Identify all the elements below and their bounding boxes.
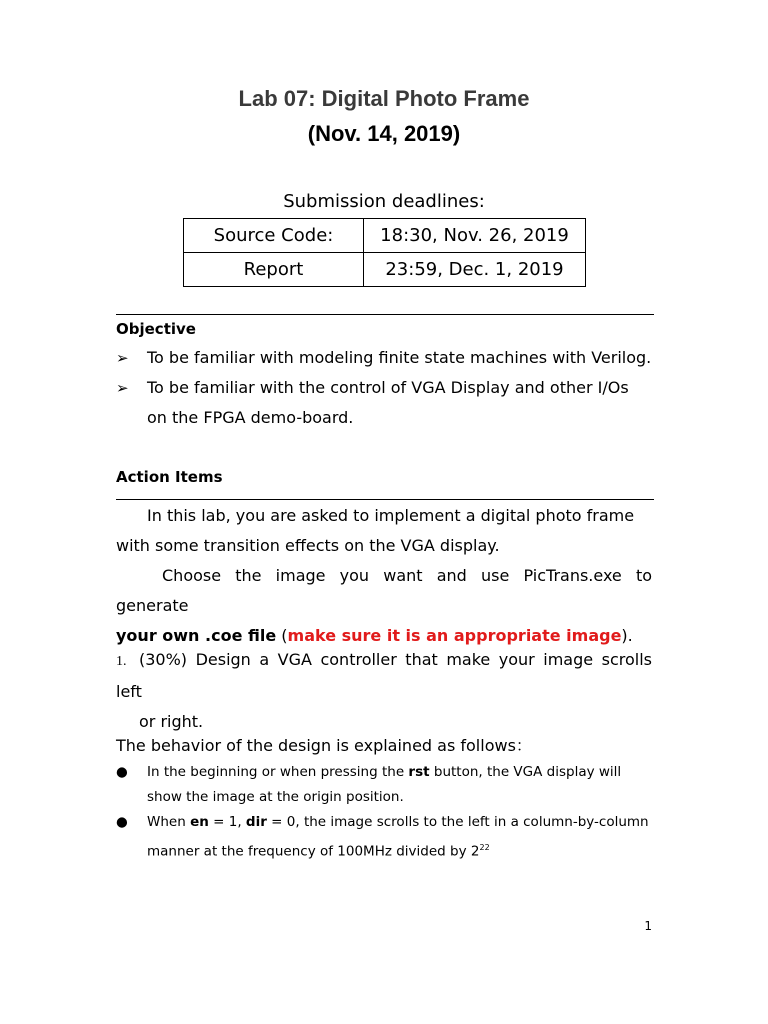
deadline-label: Source Code: (184, 219, 364, 253)
section-divider (116, 499, 654, 500)
exponent: 22 (479, 843, 490, 852)
bullet-dot-icon: ● (116, 764, 128, 780)
bullet-dot-icon: ● (116, 814, 128, 830)
list-item-continuation: on the FPGA demo-board. (147, 408, 354, 427)
task-number: 1. (116, 654, 127, 669)
intro-paragraph (116, 501, 652, 651)
action-items-heading: Action Items (116, 468, 223, 486)
bullet-text: When (147, 814, 191, 830)
list-item-text: To be familiar with modeling finite state machines with Verilog. (147, 348, 652, 367)
paragraph-line (116, 645, 652, 707)
deadline-value: 18:30, Nov. 26, 2019 (364, 219, 586, 253)
list-item (116, 378, 629, 397)
paragraph-line: or right. (139, 712, 204, 731)
paragraph-line: Choose the image you want and use PicTrans.exe to generate (116, 566, 652, 615)
bullet-line (116, 835, 649, 865)
warning-text: make sure it is an appropriate image (287, 626, 622, 645)
rst-text: rst (408, 764, 430, 780)
deadlines-heading: Submission deadlines: (283, 191, 485, 212)
deadline-label: Report (184, 253, 364, 287)
en-text: en (190, 814, 209, 830)
bullet-line: show the image at the origin position. (147, 789, 404, 805)
bullet-text: = 0, the image scrolls to the left in a column-by-column (266, 814, 649, 830)
dir-text: dir (245, 814, 267, 830)
table-row (184, 253, 586, 287)
paragraph-line: In this lab, you are asked to implement a digital photo frame (147, 506, 635, 525)
bullet-text: = 1, (208, 814, 246, 830)
behavior-heading: The behavior of the design is explained as follows： (116, 736, 532, 755)
objective-heading: Objective (116, 320, 196, 338)
arrowhead-bullet-icon: ➢ (116, 349, 129, 367)
paren-close: ). (621, 626, 633, 645)
bullet-line (116, 810, 649, 835)
bullet-text: manner at the frequency of 100MHz divided by 2 (147, 843, 480, 860)
deadlines-table (183, 218, 586, 287)
list-item (116, 760, 621, 810)
page-date: (Nov. 14, 2019) (307, 121, 461, 146)
task-item (116, 645, 652, 737)
paragraph-line: with some transition effects on the VGA display. (116, 536, 500, 555)
list-item-text: To be familiar with the control of VGA Display and other I/Os (147, 378, 629, 397)
paren-open: ( (276, 626, 288, 645)
table-row (184, 219, 586, 253)
bullet-text: button, the VGA display will (429, 764, 622, 780)
bullet-line (116, 760, 621, 785)
list-item (116, 348, 651, 367)
coe-file-text: your own .coe file (116, 626, 277, 645)
section-divider (116, 314, 654, 315)
page-number: 1 (644, 919, 652, 933)
bullet-text: In the beginning or when pressing the (147, 764, 409, 780)
list-item (116, 810, 649, 865)
deadline-value: 23:59, Dec. 1, 2019 (364, 253, 586, 287)
arrowhead-bullet-icon: ➢ (116, 379, 129, 397)
page-title: Lab 07: Digital Photo Frame (238, 86, 530, 111)
task-text: (30%) Design a VGA controller that make your image scrolls left (116, 650, 652, 701)
